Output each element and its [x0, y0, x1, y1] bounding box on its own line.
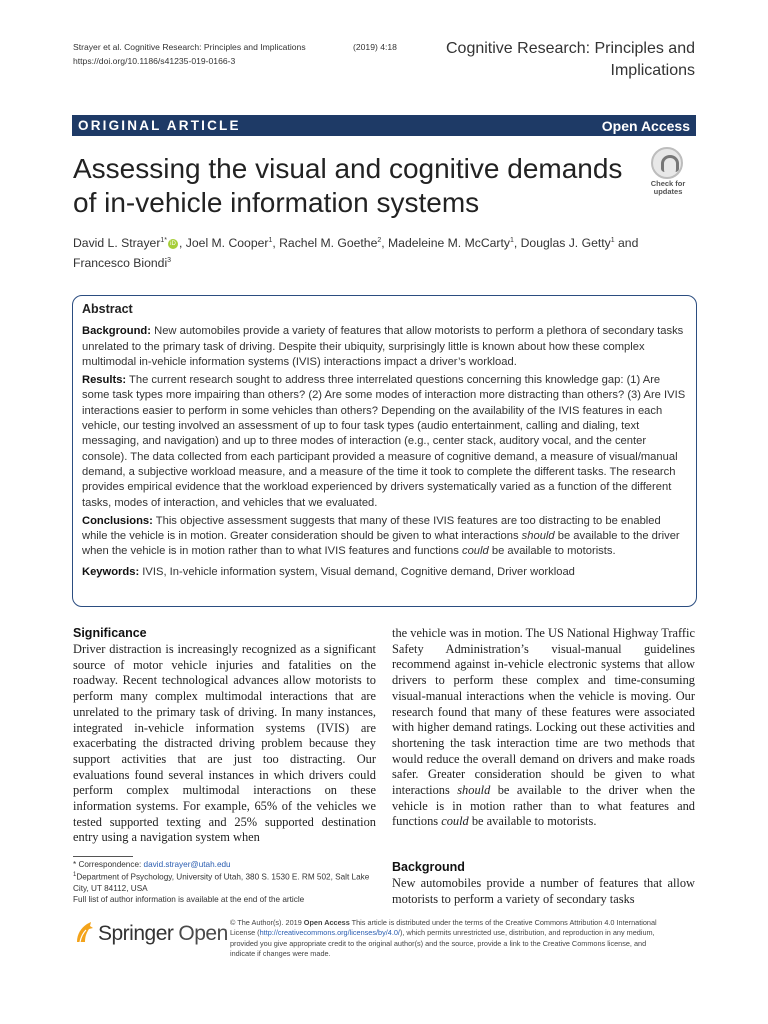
license-text: ), which permits unrestricted use, distribution, and reproduction in any medium, provided you give appropriate credit to the original author(s) and the source, provide a link to the Creative Commons license, and indicate if changes were made.: [230, 928, 655, 958]
author-list: [73, 232, 693, 272]
badge-line-1: Check for: [650, 179, 686, 188]
author-affiliation: 3: [167, 257, 172, 265]
running-header: [73, 40, 397, 68]
emphasis-could: could: [461, 545, 489, 558]
author-name: and Francesco Biondi: [73, 236, 639, 271]
footnote-divider: [73, 856, 133, 857]
badge-text: [642, 180, 694, 196]
author-name: , Joel M. Cooper: [179, 236, 269, 251]
license-statement: [230, 918, 670, 959]
check-for-updates-badge[interactable]: [642, 147, 694, 203]
open-access-bold: Open Access: [303, 918, 350, 927]
orcid-icon[interactable]: iD: [168, 239, 178, 249]
year-volume: (2019) 4:18: [353, 42, 397, 52]
journal-name: Cognitive Research: Principles and Implications: [445, 40, 695, 79]
license-link[interactable]: http://creativecommons.org/licenses/by/4.0/: [259, 928, 400, 938]
background-text: New automobiles provide a number of features that allow motorists to perform a variety of secondary tasks: [392, 876, 695, 906]
springer-wordmark: Springer: [98, 922, 174, 945]
significance-heading: Significance: [73, 626, 147, 640]
author-affiliation: 2: [377, 237, 382, 244]
background-heading: Background: [392, 860, 465, 874]
significance-text: Driver distraction is increasingly recognized as a significant source of motor vehicle injuries and fatalities on the roadway. Recent technological advances allow motorists to perform many complex multimodal interactions that are unrelated to the primary task of driving. In many instances, integrated in-vehicle information systems (IVIS) are exacerbating the distracted driving problem because they support activities that are just too distracting. Our evaluations found several instances in which drivers could perform complex multimodal interactions on these information systems. For example, 65% of the vehicles we tested supported texting and 25% supported destination entry using a navigation system when: [73, 642, 376, 845]
abstract-conclusions: [82, 514, 687, 560]
author-affiliation: 1*: [160, 237, 168, 244]
body-text: be available to motorists.: [468, 814, 597, 829]
footnotes: [73, 859, 373, 905]
significance-continued: [392, 626, 695, 830]
badge-line-2: updates: [653, 187, 683, 196]
correspondence-email-link[interactable]: david.strayer@utah.edu: [143, 860, 231, 869]
abstract-background: [82, 324, 687, 370]
author-affiliation: 1: [610, 237, 615, 244]
affiliation-number: 1: [73, 872, 77, 878]
significance-section: [73, 626, 376, 846]
journal-cite: Strayer et al. Cognitive Research: Principles and Implications: [73, 42, 306, 52]
results-text: The current research sought to address three interrelated questions concerning this knowledge gap: (1) Are some task types more impairing than others? (2) Are some modes of interaction more distracting than others? (3) Are IVIS interactions easier to perform in some vehicles than others? Depending on the availability of the IVIS features in each vehicle, our testing involved an assessment of up to four task types (audio entertainment, calling and dialing, text messaging, and navigation) and up to three modes of interaction (e.g., center stack, auditory vocal, and the center console). The data collected from each participant provided a measure of cognitive demand, a measure of visual/manual demand, a subjective workload measure, and a measure of the time it took to complete the different tasks. The research provides empirical evidence that the workload experienced by drivers systematically varied as a function of the different tasks, modes of interaction, and vehicles that we evaluated.: [82, 374, 686, 509]
emphasis-should: should: [457, 783, 491, 798]
background-section: [392, 860, 695, 907]
affiliation-note: [73, 870, 373, 894]
article-type-label: ORIGINAL ARTICLE: [78, 118, 241, 133]
author-affiliation: 1: [268, 237, 273, 244]
conclusions-label: Conclusions:: [82, 514, 153, 527]
author-name: , Douglas J. Getty: [513, 236, 611, 251]
keywords-label: Keywords:: [82, 565, 140, 578]
correspondence-note: [73, 859, 373, 870]
abstract-keywords: [82, 565, 687, 580]
article-title: Assessing the visual and cognitive demands of in-vehicle information systems: [73, 153, 623, 218]
emphasis-should: should: [521, 530, 555, 543]
body-text: be available to the driver when the vehicle is in motion rather than to what features and functions: [392, 783, 695, 829]
author-affiliation: 1: [509, 237, 514, 244]
open-access-label: Open Access: [601, 117, 690, 134]
doi-link[interactable]: https://doi.org/10.1186/s41235-019-0166-3: [73, 56, 236, 66]
update-icon: [651, 147, 683, 179]
author-info-note: Full list of author information is available at the end of the article: [73, 894, 305, 904]
abstract-box: [72, 295, 697, 607]
journal-citation: [73, 40, 397, 54]
conclusions-text: be available to the driver when the vehicle is in motion rather than to what IVIS features and functions: [82, 530, 680, 558]
author-name: , Madeleine M. McCarty: [381, 236, 510, 251]
emphasis-could: could: [441, 814, 469, 829]
article-type-banner: [72, 115, 696, 136]
significance-continued-text: [392, 626, 695, 830]
affiliation-text: Department of Psychology, University of Utah, 380 S. 1530 E. RM 502, Salt Lake City, UT 84112, USA: [73, 872, 370, 893]
copyright-text: © The Author(s). 2019: [230, 918, 304, 927]
conclusions-text: be available to motorists.: [488, 545, 616, 558]
body-text: the vehicle was in motion. The US National Highway Traffic Safety Administration’s visual-manual guidelines recommend against in-vehicle electronic systems that allow drivers to perform these complex and time-consuming visual-manual interactions when the vehicle is moving. Our research found that many of these features were associated with higher demand ratings. Locking out these activities and shortening the task interaction time are two methods that would reduce the overall demand on drivers and make roads safer. Greater consideration should be given to what interactions: [392, 626, 695, 798]
open-wordmark: Open: [178, 922, 228, 945]
author-name: David L. Strayer: [73, 236, 161, 251]
author-name: , Rachel M. Goethe: [272, 236, 378, 251]
springer-open-wordmark: [98, 922, 228, 946]
abstract-heading: Abstract: [82, 302, 133, 316]
keywords-text: IVIS, In-vehicle information system, Visual demand, Cognitive demand, Driver workload: [139, 565, 575, 578]
conclusions-text: This objective assessment suggests that many of these IVIS features are too distracting to be enabled while the vehicle is in motion. Greater consideration should be given to what interactions: [82, 514, 661, 543]
correspondence-label: * Correspondence:: [73, 860, 144, 869]
background-label: Background:: [82, 325, 151, 338]
background-text: New automobiles provide a variety of features that allow motorists to perform a plethora of secondary tasks unrelated to the primary task of driving. Despite their ubiquity, surprisingly little is known about how these complex multimodal in-vehicle information systems (IVIS) interactions impact a driver’s workload.: [82, 325, 684, 368]
results-label: Results:: [82, 374, 127, 387]
abstract-results: [82, 373, 687, 511]
springer-horse-icon: [73, 920, 95, 944]
license-text: This article is distributed under the terms of the Creative Commons Attribution 4.0 International License (: [230, 918, 657, 938]
springer-open-logo: [73, 918, 228, 948]
